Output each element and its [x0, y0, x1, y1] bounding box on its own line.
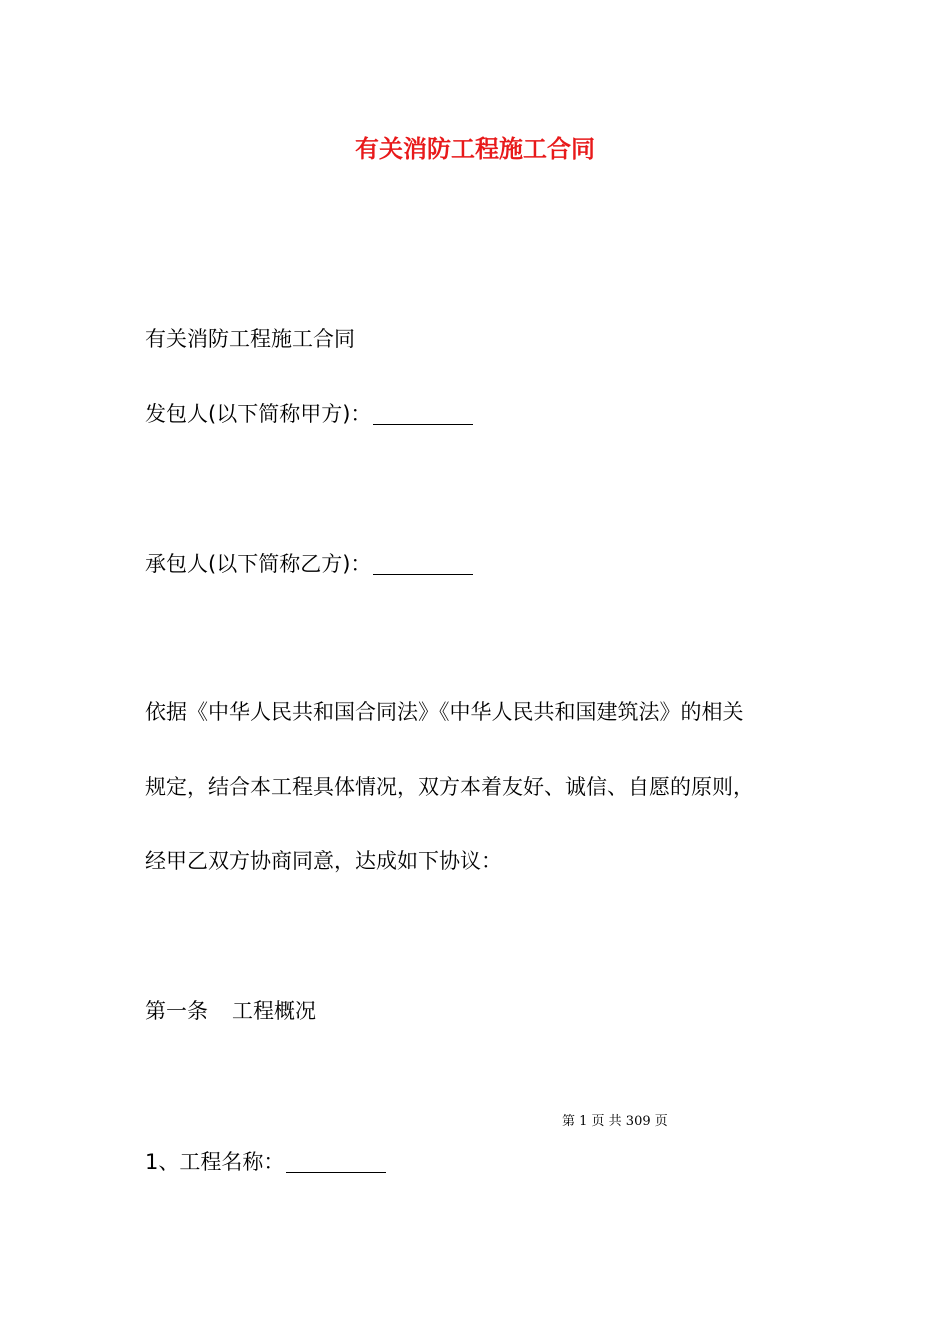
party-a-line	[145, 398, 473, 430]
paragraph-line-2: 规定，结合本工程具体情况，双方本着友好、诚信、自愿的原则，	[145, 775, 754, 799]
party-b-label: 承包人(以下简称乙方)：	[145, 552, 372, 576]
article-1-heading	[145, 995, 316, 1027]
item-1-line	[145, 1146, 386, 1178]
paragraph-line-1: 依据《中华人民共和国合同法》《中华人民共和国建筑法》的相关	[145, 700, 744, 724]
article-1-number: 第一条	[145, 999, 208, 1023]
document-title: 有关消防工程施工合同	[355, 135, 595, 163]
item-1-blank	[286, 1150, 386, 1173]
party-a-blank	[373, 402, 473, 425]
party-b-line	[145, 548, 473, 580]
page-footer: 第 1 页 共 309 页	[562, 1114, 668, 1129]
paragraph-line-3: 经甲乙双方协商同意，达成如下协议：	[145, 849, 502, 873]
item-1-label: 1、工程名称：	[145, 1150, 285, 1174]
party-b-blank	[373, 552, 473, 575]
party-a-label: 发包人(以下简称甲方)：	[145, 402, 372, 426]
document-heading: 有关消防工程施工合同	[145, 327, 355, 351]
article-1-title: 工程概况	[232, 999, 316, 1023]
